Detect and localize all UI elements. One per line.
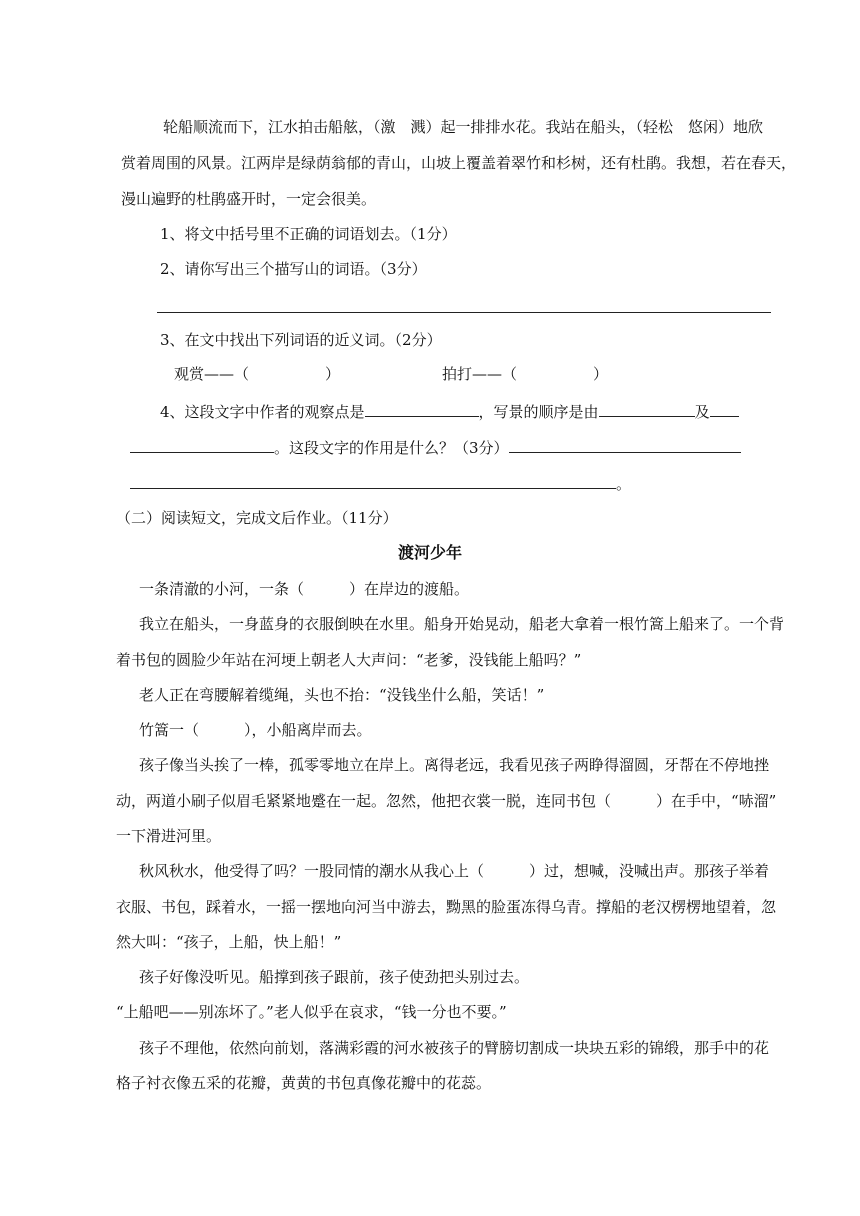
q3-item-1-label: 观赏——（ [174, 365, 250, 383]
passage2-p5-line-3: 一下滑进河里。 [116, 827, 222, 845]
passage2-p9-line-1: 孩子不理他，依然向前划，落满彩霞的河水被孩子的臂膀切割成一块块五彩的锦缎，那手中的花 [139, 1039, 770, 1057]
question-4-line-1 [160, 400, 739, 422]
q3-item-1 [174, 364, 340, 384]
passage2-p6-line-3: 然大叫：“孩子，上船，快上船！” [116, 933, 342, 951]
q4-end: 。 [616, 475, 632, 493]
passage2-p2-line-1: 我立在船头，一身蓝身的衣服倒映在水里。船身开始晃动，船老大拿着一根竹篙上船来了。一个背 [139, 615, 785, 633]
passage2-p6-line-1: 秋风秋水，他受得了吗？一股同情的潮水从我心上（ ）过，想喊，没喊出声。那孩子举着 [139, 862, 770, 880]
passage2-p6-line-2: 衣服、书包，踩着水，一摇一摆地向河当中游去，黝黑的脸蛋冻得乌青。撑船的老汉楞楞地望着，忽 [116, 898, 777, 916]
q3-item-2-close: ） [593, 365, 609, 383]
passage2-p4: 竹篙一（ ），小船离岸而去。 [139, 721, 372, 739]
passage2-p7: 孩子好像没听见。船撑到孩子跟前，孩子使劲把头别过去。 [139, 968, 530, 986]
q4-part-4: 。这段文字的作用是什么？（3分） [274, 439, 509, 457]
passage1-line-1: 轮船顺流而下，江水拍击船舷，（激 溅）起一排排水花。我站在船头，（轻松 悠闲）地欣 [163, 118, 764, 136]
passage2-p1: 一条清澈的小河，一条（ ）在岸边的渡船。 [139, 580, 470, 598]
passage2-p9-line-2: 格子衬衣像五采的花瓣，黄黄的书包真像花瓣中的花蕊。 [116, 1074, 492, 1092]
q4-blank-purpose-cont[interactable] [130, 472, 616, 489]
question-1: 1、将文中括号里不正确的词语划去。（1分） [160, 225, 457, 243]
question-4-line-3 [130, 472, 631, 494]
passage2-p5-line-2: 动，两道小刷子似眉毛紧紧地蹙在一起。忽然，他把衣裳一脱，连同书包（ ）在手中，“哧溜” [116, 792, 777, 810]
q3-item-1-close: ） [325, 365, 341, 383]
section-2-heading: （二）阅读短文，完成文后作业。（11分） [116, 509, 398, 527]
passage2-p3: 老人正在弯腰解着缆绳，头也不抬：“没钱坐什么船，笑话！” [139, 686, 545, 704]
q3-item-2 [442, 364, 608, 384]
question-2: 2、请你写出三个描写山的词语。（3分） [160, 260, 427, 278]
article-title: 渡河少年 [397, 543, 462, 562]
q3-item-2-label: 拍打——（ [442, 365, 518, 383]
passage1-line-3: 漫山遍野的杜鹃盛开时，一定会很美。 [121, 190, 377, 208]
passage1-line-2: 赏着周围的风景。江两岸是绿荫翁郁的青山，山坡上覆盖着翠竹和杉树，还有杜鹃。我想，若在春天， [121, 154, 797, 172]
q4-part-2: ，写景的顺序是由 [478, 403, 599, 421]
q4-part-3: 及 [694, 403, 710, 421]
q4-part-1: 4、这段文字中作者的观察点是 [160, 403, 365, 421]
question-4-line-2 [130, 436, 741, 458]
passage2-p2-line-2: 着书包的圆脸少年站在河埂上朝老人大声问：“老爹，没钱能上船吗？” [116, 651, 582, 669]
passage2-p8: “上船吧——别冻坏了。”老人似乎在哀求，“钱一分也不要。” [116, 1003, 507, 1021]
q4-blank-order-from[interactable] [599, 400, 695, 417]
answer-line-q2[interactable] [157, 312, 771, 313]
q4-blank-order-to[interactable] [710, 400, 739, 417]
q4-blank-purpose[interactable] [509, 436, 741, 453]
q4-blank-observation-point[interactable] [365, 400, 479, 417]
question-3: 3、在文中找出下列词语的近义词。（2分） [160, 331, 442, 349]
q4-blank-order-to-cont[interactable] [130, 436, 274, 453]
passage2-p5-line-1: 孩子像当头挨了一棒，孤零零地立在岸上。离得老远，我看见孩子两睁得溜圆，牙帮在不停地挫 [139, 756, 770, 774]
